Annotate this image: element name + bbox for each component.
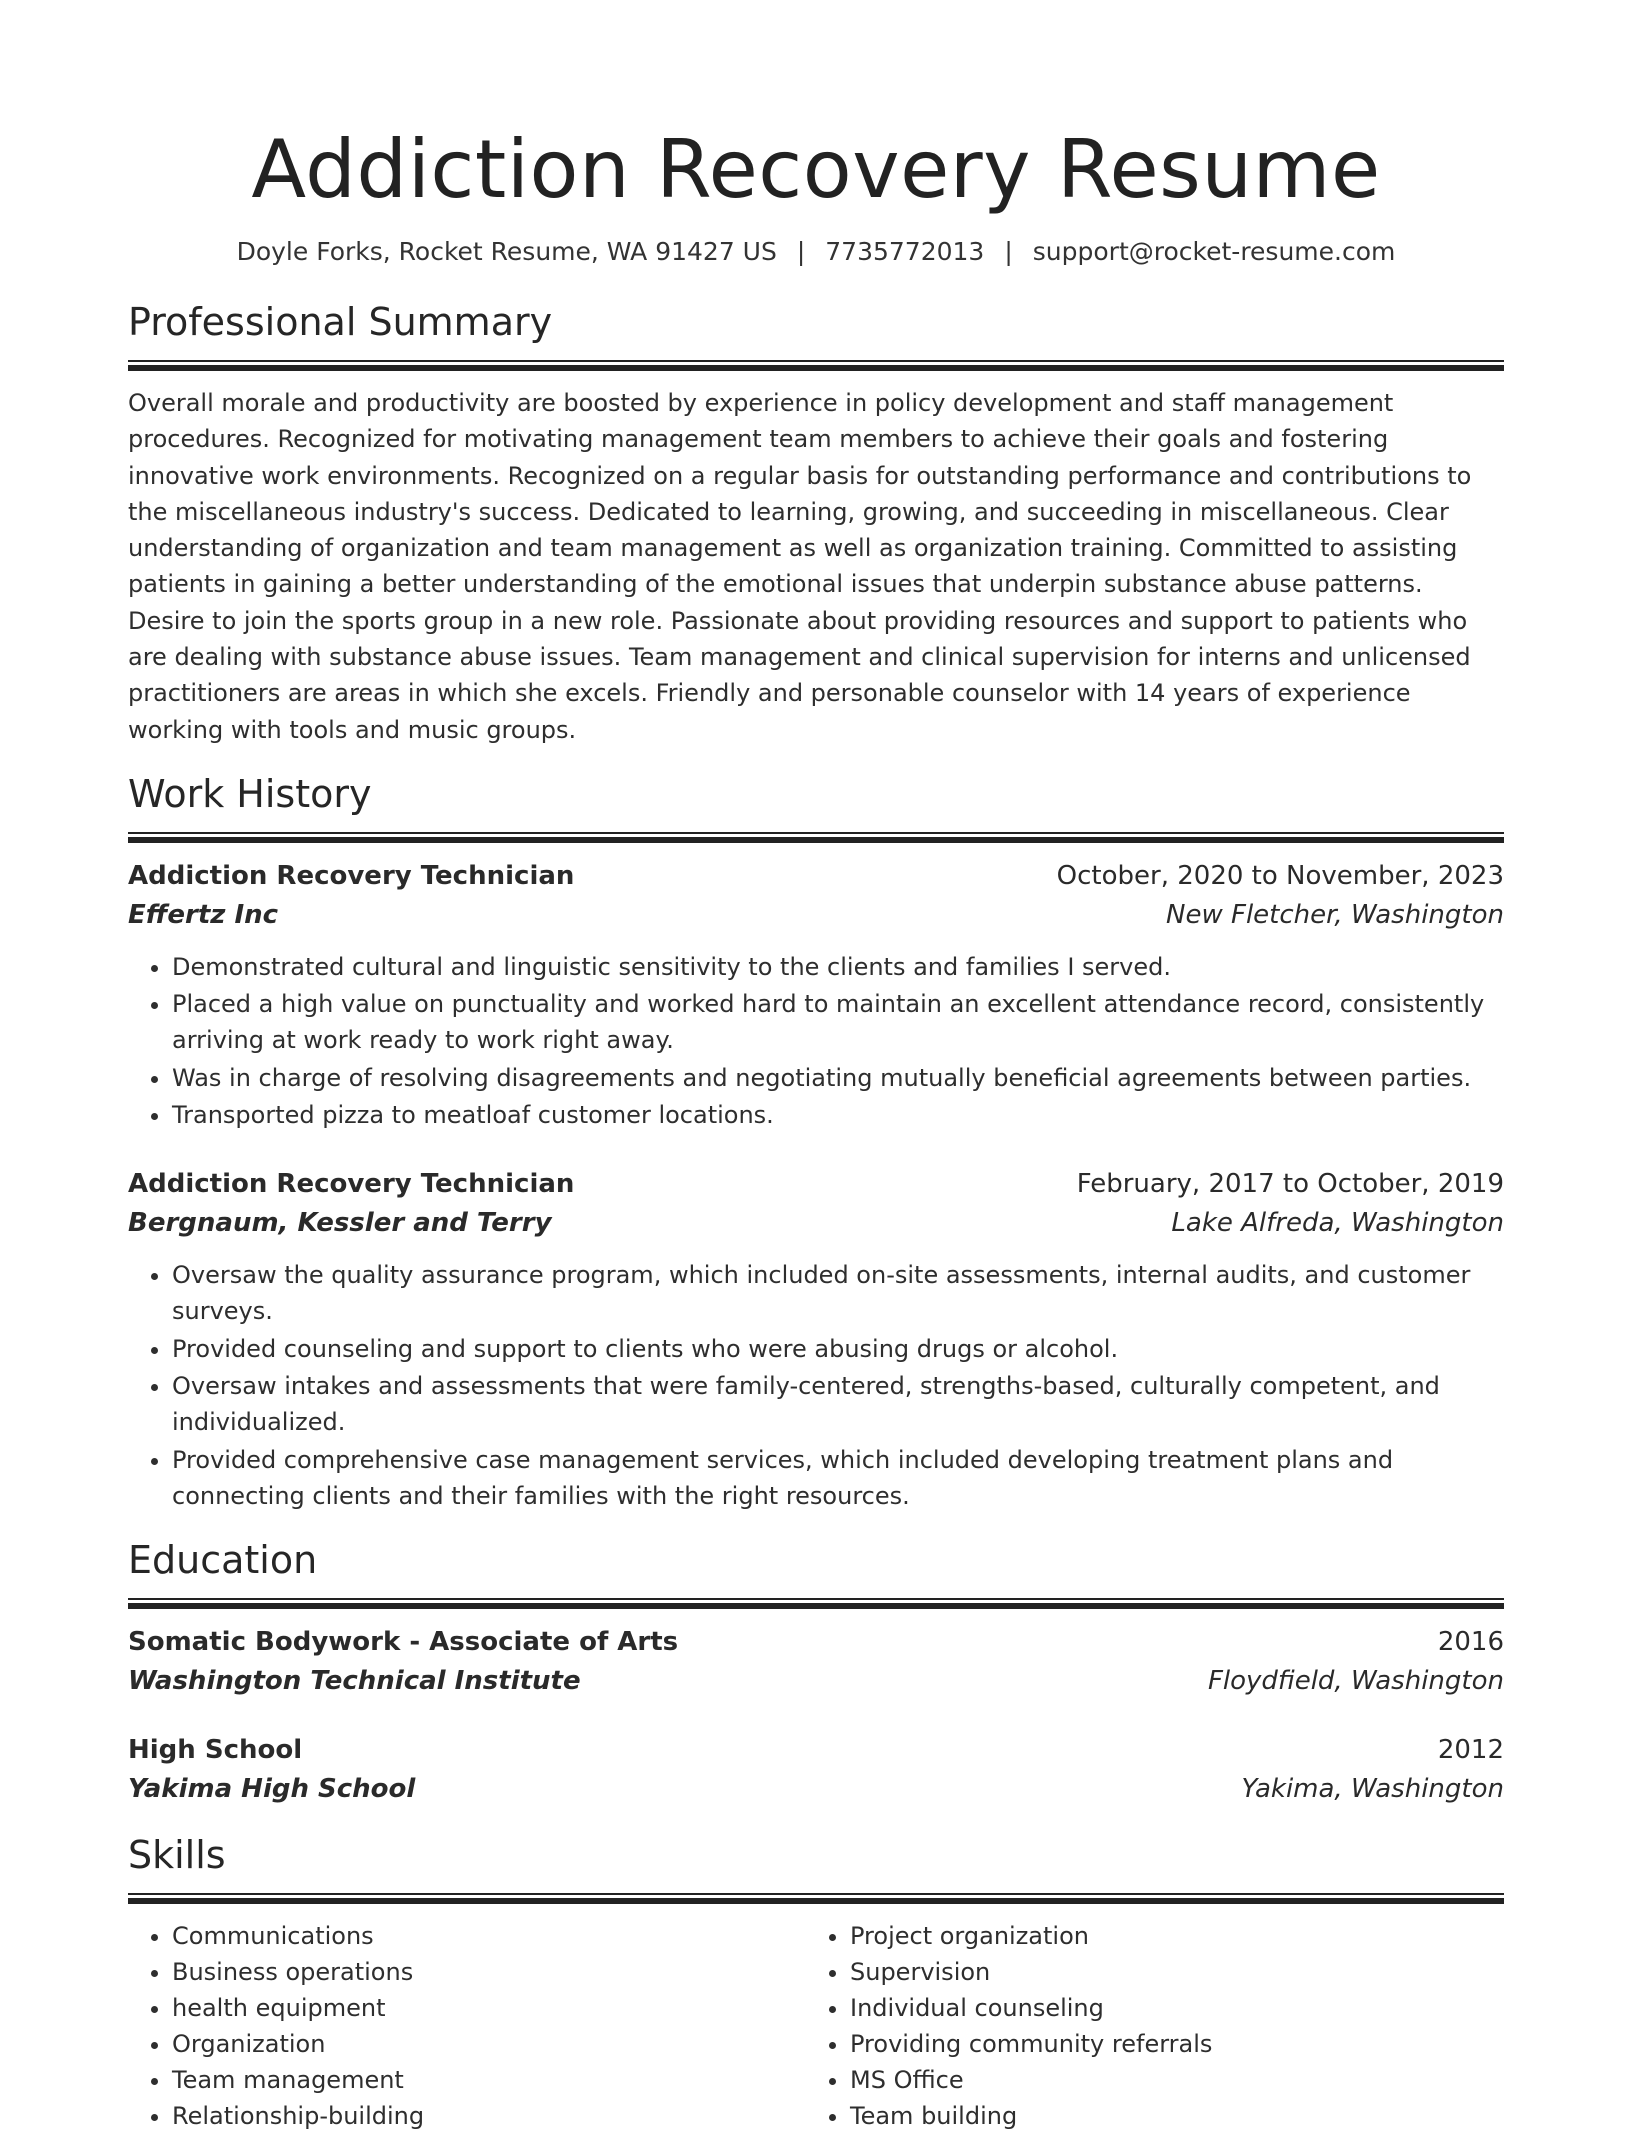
contact-address: Doyle Forks, Rocket Resume, WA 91427 US <box>236 237 777 266</box>
resume-page <box>128 0 1504 2134</box>
job-dates: October, 2020 to November, 2023 <box>1056 860 1504 891</box>
job-location: New Fletcher, Washington <box>1166 899 1504 930</box>
list-item: • Oversaw the quality assurance program, which included on-site assessments, internal audits, and customer surveys. <box>172 1257 1504 1329</box>
list-item: • Communications <box>172 1918 806 1954</box>
section-divider <box>128 1598 1504 1609</box>
job-entry <box>128 857 1504 1134</box>
education-location: Yakima, Washington <box>1241 1773 1504 1804</box>
job-entry <box>128 1165 1504 1514</box>
list-item: • Supervision <box>850 1954 1484 1990</box>
skills-columns <box>128 1918 1504 2134</box>
list-item: • Was in charge of resolving disagreements and negotiating mutually beneficial agreements between parties. <box>172 1060 1504 1096</box>
list-item: • Team building <box>850 2098 1484 2134</box>
education-degree: High School <box>128 1734 303 1765</box>
list-item: • Provided counseling and support to clients who were abusing drugs or alcohol. <box>172 1331 1504 1367</box>
job-bullets <box>128 949 1504 1134</box>
education-school: Yakima High School <box>128 1773 416 1804</box>
job-company: Bergnaum, Kessler and Terry <box>128 1208 552 1239</box>
section-heading: Skills <box>128 1832 226 1877</box>
education-degree: Somatic Bodywork - Associate of Arts <box>128 1626 679 1657</box>
list-item: • Transported pizza to meatloaf customer locations. <box>172 1097 1504 1133</box>
contact-phone: 7735772013 <box>825 237 985 266</box>
contact-line <box>128 236 1504 268</box>
summary-section <box>128 298 1504 748</box>
list-item: • MS Office <box>850 2062 1484 2098</box>
list-item: • Relationship-building <box>172 2098 806 2134</box>
skills-section <box>128 1831 1504 2134</box>
education-entry <box>128 1623 1504 1701</box>
list-item: • Organization <box>172 2026 806 2062</box>
section-heading: Education <box>128 1537 318 1582</box>
skills-list-right <box>806 1918 1484 2134</box>
list-item: • Placed a high value on punctuality and worked hard to maintain an excellent attendance record, consistently arriving at work ready to work right away. <box>172 986 1504 1058</box>
education-year: 2012 <box>1437 1734 1504 1765</box>
education-year: 2016 <box>1437 1626 1504 1657</box>
list-item: • Demonstrated cultural and linguistic sensitivity to the clients and families I served. <box>172 949 1504 985</box>
section-divider <box>128 832 1504 843</box>
education-location: Floydfield, Washington <box>1207 1665 1504 1696</box>
job-location: Lake Alfreda, Washington <box>1171 1208 1504 1239</box>
contact-email: support@rocket-resume.com <box>1032 237 1396 266</box>
list-item: • Project organization <box>850 1918 1484 1954</box>
contact-separator: | <box>1004 237 1013 266</box>
list-item: • health equipment <box>172 1990 806 2026</box>
list-item: • Oversaw intakes and assessments that were family-centered, strengths-based, culturally competent, and individualized. <box>172 1368 1504 1440</box>
skills-list-left <box>128 1918 806 2134</box>
contact-separator: | <box>796 237 806 266</box>
job-bullets <box>128 1257 1504 1514</box>
job-title: Addiction Recovery Technician <box>128 860 575 891</box>
section-divider <box>128 1893 1504 1904</box>
resume-title: Addiction Recovery Resume <box>251 123 1381 216</box>
list-item: • Business operations <box>172 1954 806 1990</box>
section-divider <box>128 360 1504 371</box>
summary-text: Overall morale and productivity are boosted by experience in policy development and staff management procedures. Recognized for motivating management team members to achieve their goals and fostering innovative work environments. Recognized on a regular basis for outstanding performance and contributions to the miscellaneous industry's success. Dedicated to learning, growing, and succeeding in miscellaneous. Clear understanding of organization and team management as well as organization training. Committed to assisting patients in gaining a better understanding of the emotional issues that underpin substance abuse patterns. Desire to join the sports group in a new role. Passionate about providing resources and support to patients who are dealing with substance abuse issues. Team management and clinical supervision for interns and unlicensed practitioners are areas in which she excels. Friendly and personable counselor with 14 years of experience working with tools and music groups. <box>128 389 1472 744</box>
job-dates: February, 2017 to October, 2019 <box>1076 1169 1504 1200</box>
section-heading: Professional Summary <box>128 300 553 344</box>
list-item: • Providing community referrals <box>850 2026 1484 2062</box>
list-item: • Provided comprehensive case management services, which included developing treatment plans and connecting clients and their families with the right resources. <box>172 1442 1504 1514</box>
work-history-section <box>128 770 1504 1514</box>
list-item: • Team management <box>172 2062 806 2098</box>
education-entry <box>128 1731 1504 1809</box>
job-company: Effertz Inc <box>128 899 279 930</box>
job-title: Addiction Recovery Technician <box>128 1169 575 1200</box>
education-section <box>128 1536 1504 1809</box>
section-heading: Work History <box>128 771 372 816</box>
education-school: Washington Technical Institute <box>128 1665 581 1696</box>
list-item: • Individual counseling <box>850 1990 1484 2026</box>
